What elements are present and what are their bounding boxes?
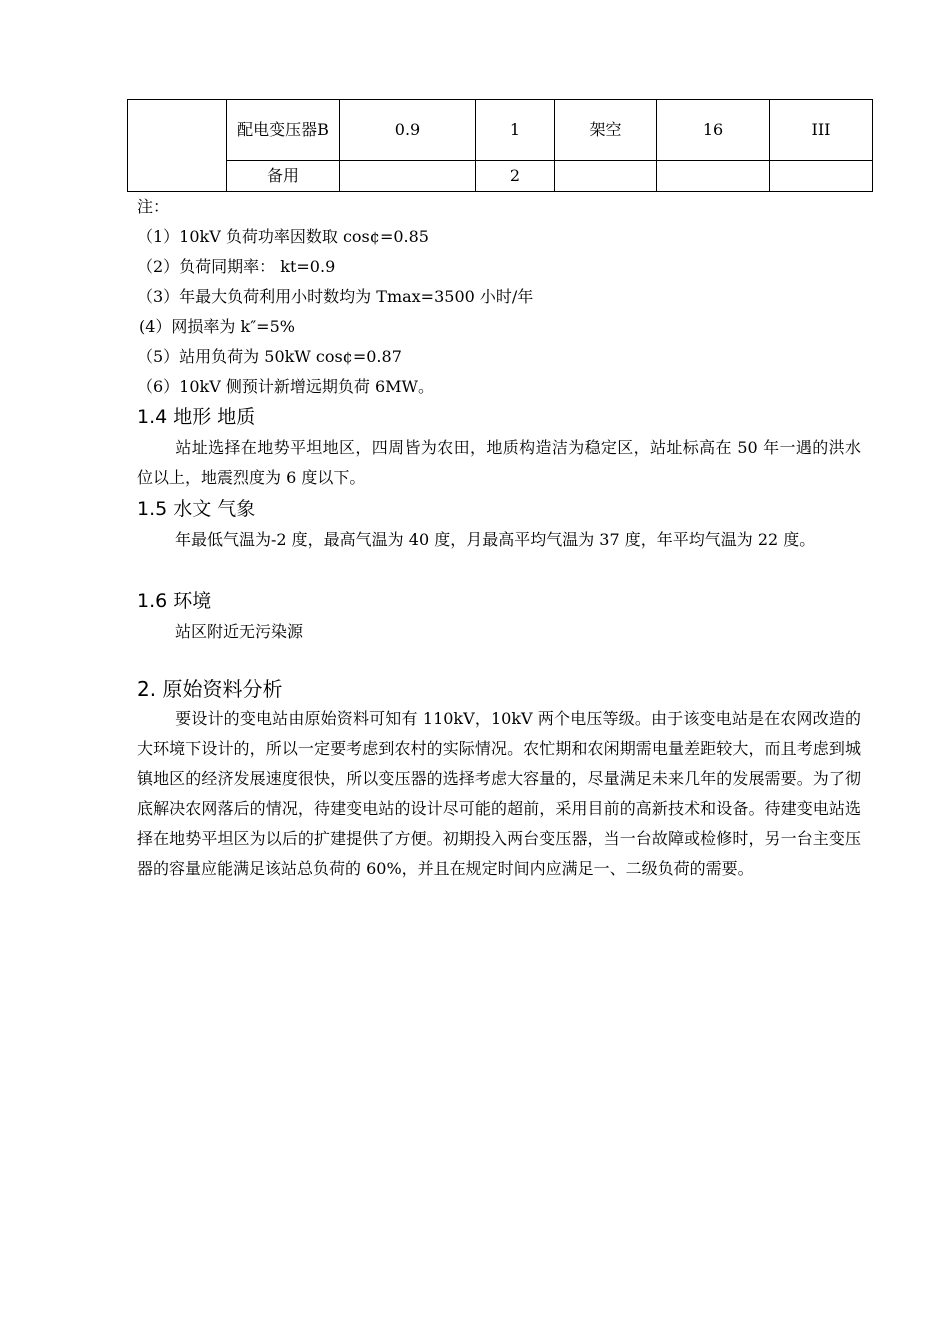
table-cell bbox=[657, 161, 770, 192]
section-paragraph bbox=[137, 525, 861, 555]
paragraph-text: 站区附近无污染源 bbox=[175, 622, 304, 641]
table-cell: 架空 bbox=[555, 100, 657, 161]
table-row bbox=[128, 161, 873, 192]
table-cell bbox=[770, 161, 873, 192]
note-item: （3）年最大负荷利用小时数均为 Tmax=3500 小时/年 bbox=[137, 287, 534, 306]
note-item: （1）10kV 负荷功率因数取 cos¢=0.85 bbox=[137, 227, 429, 246]
table-cell bbox=[128, 100, 227, 192]
table-cell: 0.9 bbox=[340, 100, 476, 161]
notes-title: 注： bbox=[137, 197, 170, 216]
section-heading: 1.4 地形 地质 bbox=[137, 406, 256, 428]
table-cell: 2 bbox=[476, 161, 555, 192]
load-table bbox=[127, 99, 873, 192]
section-paragraph bbox=[137, 433, 861, 493]
table-cell: 配电变压器B bbox=[227, 100, 340, 161]
table-cell: 1 bbox=[476, 100, 555, 161]
note-item: （6）10kV 侧预计新增远期负荷 6MW。 bbox=[137, 377, 434, 396]
table-cell bbox=[340, 161, 476, 192]
chapter-heading: 2. 原始资料分析 bbox=[137, 677, 283, 701]
table-cell bbox=[555, 161, 657, 192]
paragraph-text: 要设计的变电站由原始资料可知有 110kV，10kV 两个电压等级。由于该变电站是在农网改造的大环境下设计的，所以一定要考虑到农村的实际情况。农忙期和农闲期需电量差距较大，而且考虑到城镇地区的经济发展速度很快，所以变压器的选择考虑大容量的，尽量满足未来几年的发展需要。为了彻底解决农网落后的情况，待建变电站的设计尽可能的超前，采用目前的高新技术和设备。待建变电站选择在地势平坦区为以后的扩建提供了方便。初期投入两台变压器，当一台故障或检修时，另一台主变压器的容量应能满足该站总负荷的 60%，并且在规定时间内应满足一、二级负荷的需要。 bbox=[137, 709, 861, 878]
table-cell: 16 bbox=[657, 100, 770, 161]
section-heading: 1.5 水文 气象 bbox=[137, 498, 256, 520]
table-row bbox=[128, 100, 873, 161]
section-heading: 1.6 环境 bbox=[137, 590, 212, 612]
table-cell: 备用 bbox=[227, 161, 340, 192]
table-cell: III bbox=[770, 100, 873, 161]
paragraph-text: 站址选择在地势平坦地区，四周皆为农田，地质构造洁为稳定区，站址标高在 50 年一遇的洪水位以上，地震烈度为 6 度以下。 bbox=[137, 438, 861, 487]
note-item: （2）负荷同期率： kt=0.9 bbox=[137, 257, 336, 276]
paragraph-text: 年最低气温为-2 度，最高气温为 40 度，月最高平均气温为 37 度，年平均气温为 22 度。 bbox=[175, 530, 816, 549]
section-paragraph bbox=[137, 617, 861, 647]
note-item: （5）站用负荷为 50kW cos¢=0.87 bbox=[137, 347, 402, 366]
note-item: (4）网损率为 k″=5% bbox=[139, 317, 295, 336]
section-paragraph bbox=[137, 704, 861, 884]
